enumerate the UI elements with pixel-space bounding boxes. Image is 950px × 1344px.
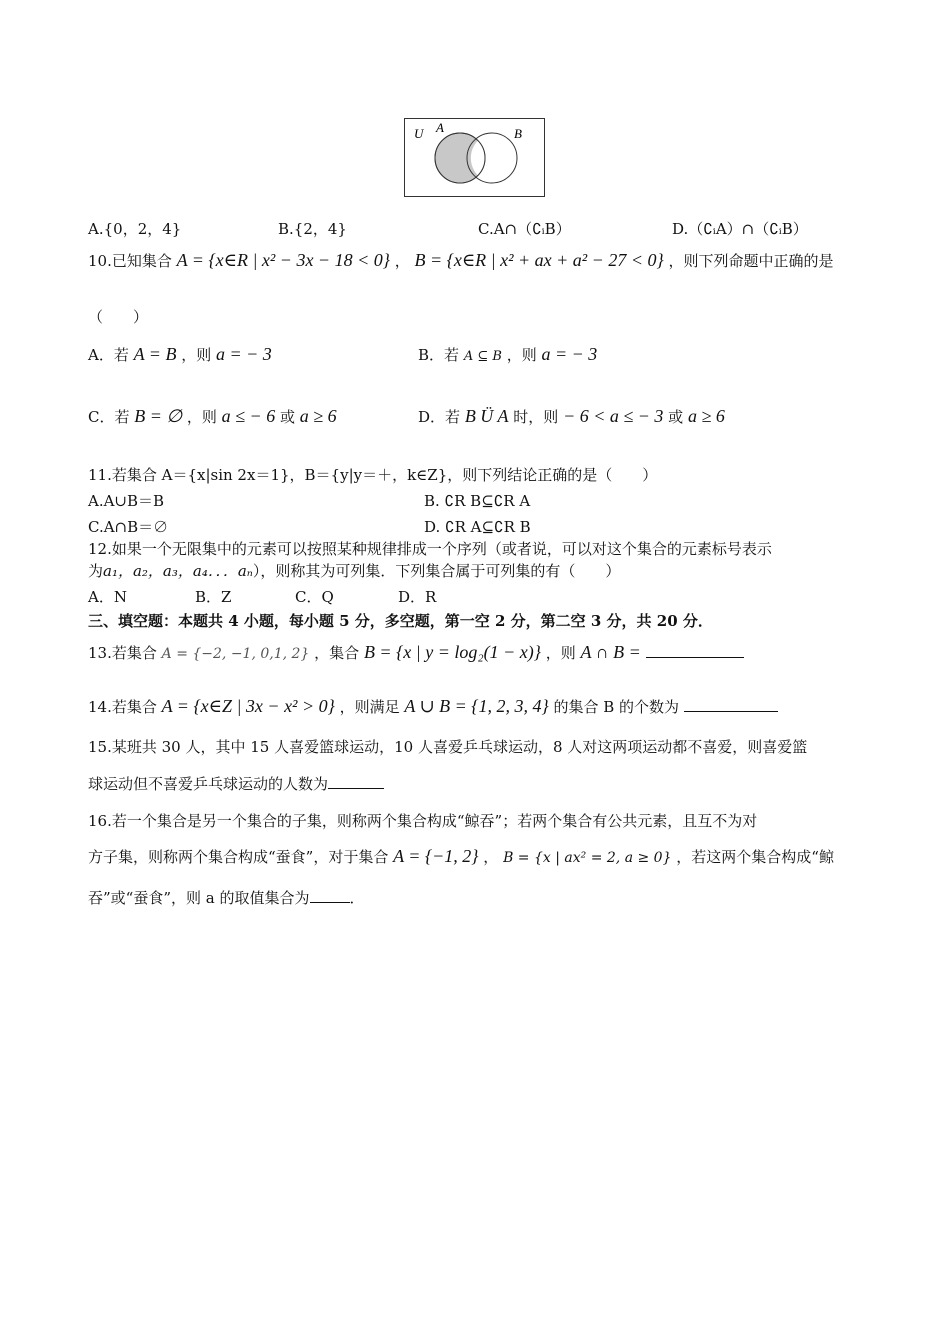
q13-answer-blank[interactable] [646,643,744,658]
q16-comma: ， [483,848,499,866]
q10-suffix: ，则下列命题中正确的是 [668,252,834,270]
q16-line-2-prefix: 方子集，则称两个集合构成“蚕食”，对于集合 [88,848,389,866]
q14-prefix: 14.若集合 [88,698,157,716]
q16-line-3 [88,888,365,907]
q14-answer-blank[interactable] [684,697,778,712]
q10-option-b-cond: A ⊆ B [463,349,502,364]
q11-option-d: D. ∁R A⊆∁R B [424,518,531,536]
section-3-heading: 三、填空题：本题共 4 小题，每小题 5 分，多空题，第一空 2 分，第二空 3 分，共 20 分． [88,612,713,630]
q10-option-a-cond: A = B [133,344,177,364]
q12-option-a: A．N [88,588,127,606]
q16-line-2 [88,846,834,868]
q10-option-c-label: C．若 [88,408,130,426]
q12-option-c: C．Q [295,588,334,606]
venn-label-a: A [436,120,444,135]
q10-option-d [418,406,725,428]
q10-option-c-or: 或 [279,408,295,426]
q16-answer-blank[interactable] [310,888,350,903]
q13-ask: A ∩ B = [580,642,641,662]
q10-option-c-then: ，则 [186,408,217,426]
venn-label-b: B [514,126,522,141]
q10-stem [88,250,833,272]
q14-mid: ，则满足 [339,698,400,716]
q10-option-c-result-1: a ≤ − 6 [221,406,276,426]
q10-option-b [418,344,597,366]
q15-line-2-text: 球运动但不喜爱乒乓球运动的人数为 [88,775,329,793]
q10-option-b-label: B．若 [418,346,460,364]
q12-line-2-suffix: ），则称其为可列集．下列集合属于可列集的有（ ） [252,562,621,580]
q10-option-d-result-2: a ≥ 6 [687,406,725,426]
q10-option-a-then: ，则 [181,346,212,364]
q10-option-d-label: D．若 [418,408,461,426]
q14 [88,696,778,718]
q13 [88,642,744,664]
q12-option-d: D．R [398,588,437,606]
q11-stem: 11.若集合 A＝{x|sin 2x＝1}，B＝{y|y＝＋，k∈Z}，则下列结论正确的是（ ） [88,466,658,484]
q13-prefix: 13.若集合 [88,644,157,662]
q10-option-a [88,344,272,366]
venn-diagram [404,118,546,198]
q11-option-c: C.A∩B＝∅ [88,518,169,536]
q10-option-b-result: a = − 3 [541,344,598,364]
q13-mid: ，集合 [314,644,360,662]
q11-option-b: B. ∁R B⊆∁R A [424,492,531,510]
q10-option-d-or: 或 [668,408,684,426]
q14-set-a: A = {x∈Z | 3x − x² > 0} [161,696,335,716]
q10-option-d-cond: B Ü A [464,406,509,426]
q15-answer-blank[interactable] [328,774,384,789]
q10-option-a-result: a = − 3 [216,344,272,364]
venn-label-u: U [414,126,424,141]
q16-line-3-text: 吞”或“蚕食”，则 a 的取值集合为 [88,889,310,907]
q16-line-1: 16.若一个集合是另一个集合的子集，则称两个集合构成“鲸吞”；若两个集合有公共元素，且互不为对 [88,812,758,830]
q12-line-2 [88,562,620,580]
q9-option-b: B.{2，4} [278,220,347,238]
q12-option-b: B．Z [195,588,232,606]
q16-set-b: B = {x | ax² = 2, a ≥ 0} [503,850,672,866]
q10-option-b-then: ，则 [506,346,537,364]
q14-condition: A ∪ B = {1, 2, 3, 4} [404,696,549,716]
q14-suffix: 的集合 B 的个数为 [553,698,680,716]
q10-set-a: A = {x∈R | x² − 3x − 18 < 0} [176,250,390,270]
q9-option-c: C.A∩（∁ᵢB） [478,220,571,238]
q15-line-2 [88,774,384,793]
q10-paren: （ ） [88,308,149,326]
q13-suffix: ，则 [545,644,576,662]
q10-option-c-result-2: a ≥ 6 [299,406,337,426]
q16-line-2-suffix: ，若这两个集合构成“鲸 [676,848,834,866]
q10-option-d-result-1: − 6 < a ≤ − 3 [563,406,664,426]
q10-option-a-label: A．若 [88,346,129,364]
q10-option-d-then: 时，则 [513,408,559,426]
q10-option-c-cond: B = ∅ [134,406,183,426]
q10-comma: ， [394,252,410,270]
q15-line-1: 15.某班共 30 人，其中 15 人喜爱篮球运动，10 人喜爱乒乓球运动，8 人对这两项运动都不喜爱，则喜爱篮 [88,738,808,756]
q13-set-b: B = {x | y = log₂(1 − x)} [363,642,541,662]
q10-prefix: 10.已知集合 [88,252,172,270]
q16-line-3-end: ． [349,889,365,907]
q9-option-a: A.{0，2，4} [88,220,182,238]
q13-set-a: A = {−2, −1, 0,1, 2} [161,646,310,662]
q10-set-b: B = {x∈R | x² + ax + a² − 27 < 0} [414,250,664,270]
q12-line-1: 12.如果一个无限集中的元素可以按照某种规律排成一个序列（或者说，可以对这个集合的元素标号表示 [88,540,772,558]
q12-line-2-prefix: 为 [88,562,104,580]
q16-set-a: A = {−1, 2} [393,846,479,866]
q12-sequence: a₁，a₂，a₃，a₄．．．aₙ [103,562,253,580]
q9-option-d: D.（∁ᵢA）∩（∁ᵢB） [672,220,808,238]
venn-figure [404,118,546,198]
q10-option-c [88,406,337,428]
q11-option-a: A.A∪B＝B [88,492,165,510]
